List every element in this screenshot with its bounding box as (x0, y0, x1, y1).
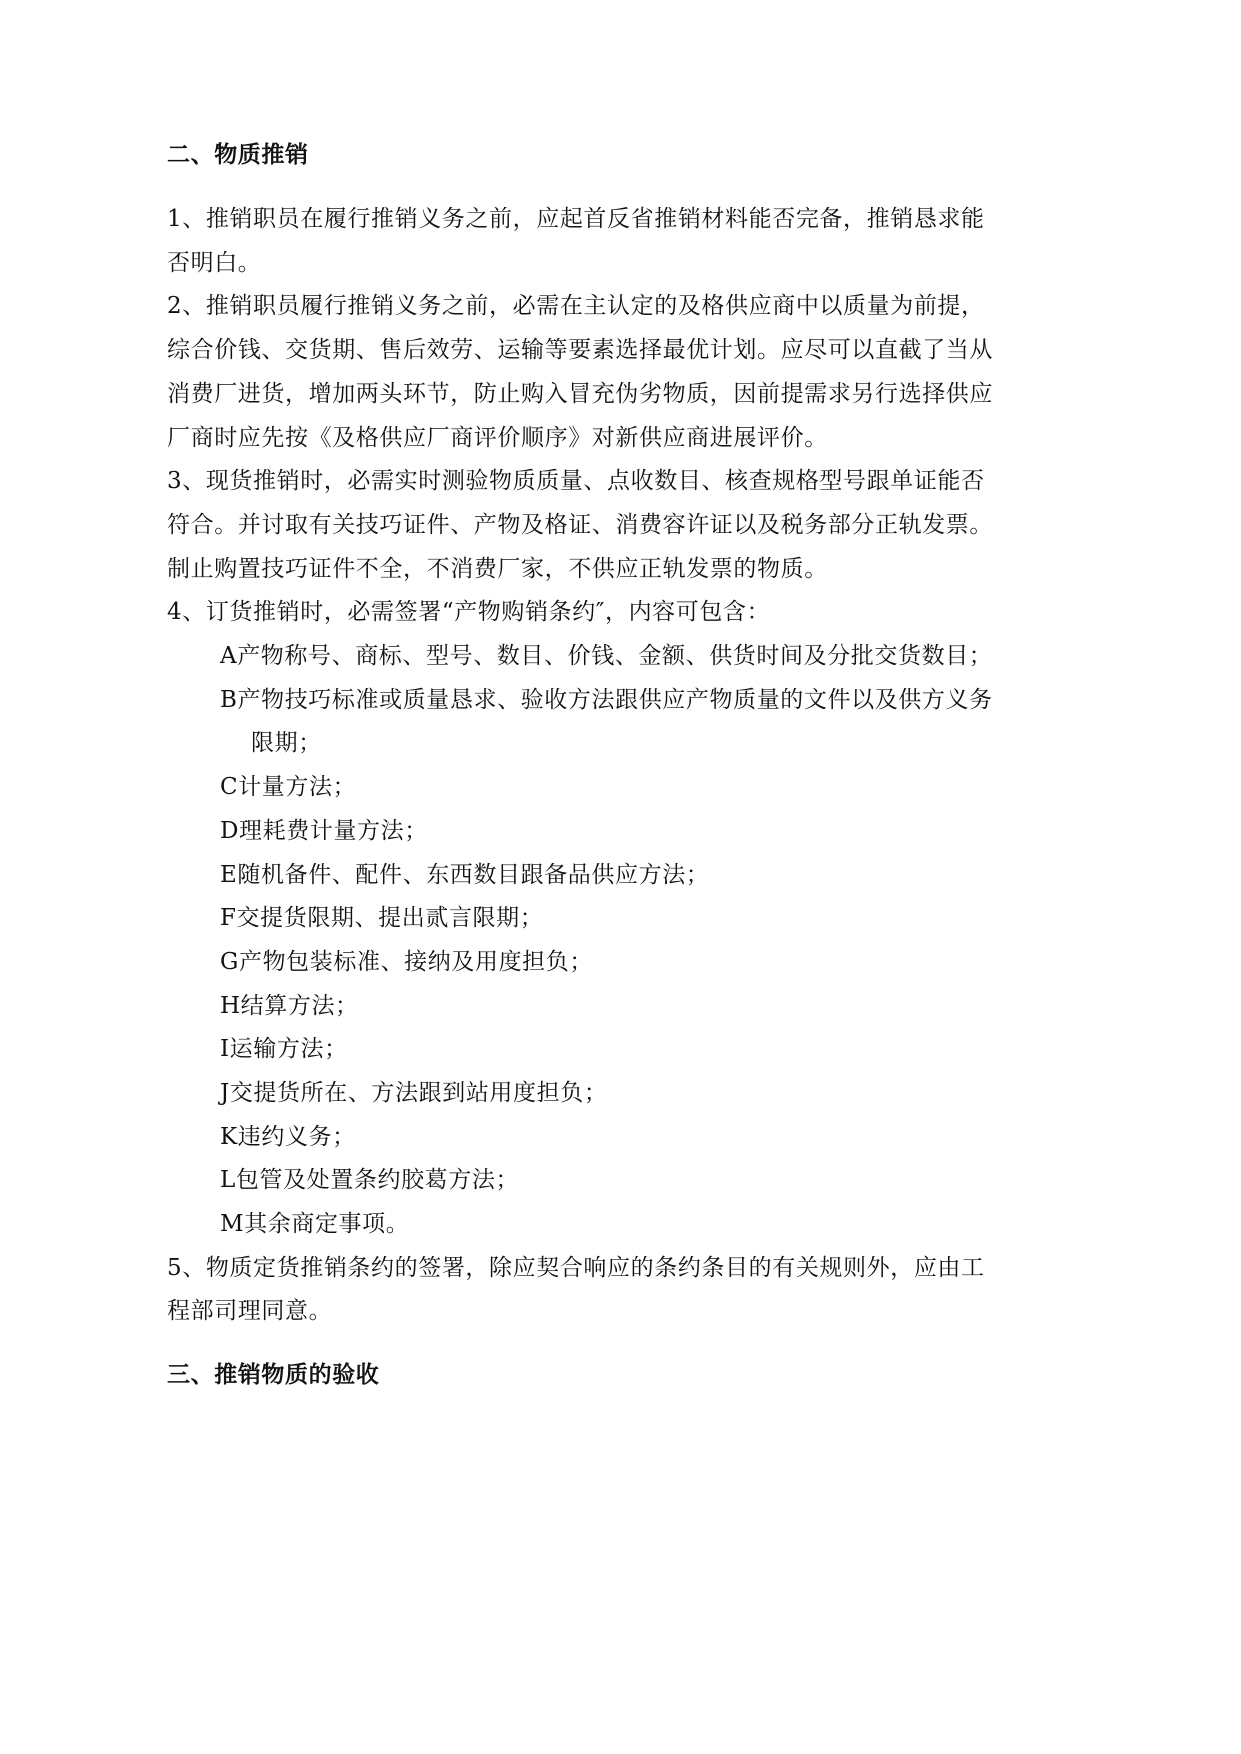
paragraph-line: 制止购置技巧证件不全，不消费厂家，不供应正轨发票的物质。 (167, 556, 828, 582)
paragraph-line: 符合。并讨取有关技巧证件、产物及格证、消费容许证以及税务部分正轨发票。 (167, 512, 993, 538)
paragraph-line: 程部司理同意。 (167, 1298, 333, 1324)
list-item: J交提货所在、方法跟到站用度担负； (220, 1080, 608, 1106)
paragraph-line: 厂商时应先按《及格供应厂商评价顺序》对新供应商进展评价。 (167, 425, 828, 451)
list-item: H结算方法； (220, 993, 359, 1019)
list-item-continuation: 限期； (251, 730, 322, 756)
list-item: D理耗费计量方法； (220, 818, 428, 844)
paragraph-line: 消费厂进货，增加两头环节，防止购入冒充伪劣物质，因前提需求另行选择供应 (167, 381, 993, 407)
list-item: C计量方法； (220, 774, 357, 800)
paragraph-line: 5、物质定货推销条约的签署，除应契合响应的条约条目的有关规则外，应由工 (167, 1255, 985, 1281)
list-item: M其余商定事项。 (220, 1211, 410, 1237)
list-item: K违约义务； (220, 1124, 356, 1150)
paragraph-line: 3、现货推销时，必需实时测验物质质量、点收数目、核查规格型号跟单证能否 (167, 468, 985, 494)
paragraph-line: 4、订货推销时，必需签署“产物购销条约″，内容可包含： (167, 599, 771, 625)
paragraph-line: 否明白。 (167, 250, 262, 276)
paragraph-line: 2、推销职员履行推销义务之前，必需在主认定的及格供应商中以质量为前提， (167, 293, 985, 319)
paragraph-line: 综合价钱、交货期、售后效劳、运输等要素选择最优计划。应尽可以直截了当从 (167, 337, 993, 363)
list-item: A产物称号、商标、型号、数目、价钱、金额、供货时间及分批交货数目； (220, 643, 993, 669)
list-item: E随机备件、配件、东西数目跟备品供应方法； (220, 862, 710, 888)
list-item: L包管及处置条约胶葛方法； (220, 1167, 520, 1193)
list-item: I运输方法； (220, 1036, 348, 1062)
list-item: F交提货限期、提出贰言限期； (220, 905, 544, 931)
section-2-heading: 二、物质推销 (167, 141, 309, 168)
paragraph-line: 1、推销职员在履行推销义务之前，应起首反省推销材料能否完备，推销恳求能 (167, 206, 985, 232)
list-item: G产物包装标准、接纳及用度担负； (220, 949, 593, 975)
section-3-heading: 三、推销物质的验收 (167, 1361, 380, 1388)
list-item: B产物技巧标准或质量恳求、验收方法跟供应产物质量的文件以及供方义务 (220, 687, 993, 713)
